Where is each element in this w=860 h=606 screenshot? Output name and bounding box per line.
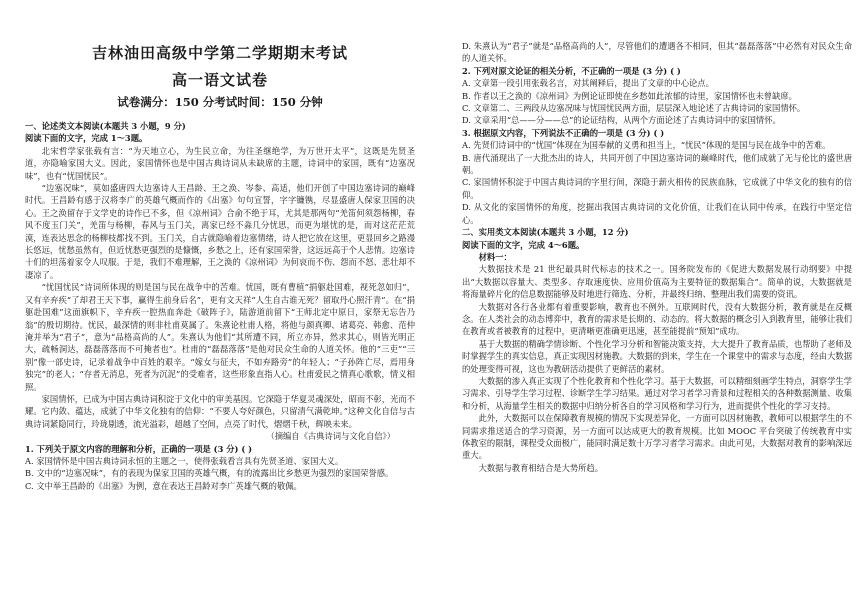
passage1-paragraph: “忧国忧民”诗词所体现的则是国与民在战争中的苦难。忧国，既有曹植“捐躯赴国难，视死忽如归”，又有辛弃疾“了却君王天下事，赢得生前身后名”，更有文天祥“人生自古谁无死？留取丹心照汗青”。在“捐躯赴国难”这面旗帜下，辛弃疾一腔热血奔赴《破阵子》，陆游道前留下“王师北定中原日，家祭无忘告乃翁”的殷切期待。忧民，最深情的则非杜甫莫属了。朱熹论杜甫人格，将他与颜真卿、诸葛亮、韩愈、范仲淹并举为“君子”，意为“品格高尚的人”。朱熹认为他们“其所遭不同，所立亦异，然求其心，则皆光明正大，疏畅洞达，磊磊落落而不可掩者也”。杜甫的“磊磊落落”是他对民众生命的人道关怀。他的“三吏”“三别”像一部史诗，记录着战争中百姓的艰辛。“嫁女与征夫，不如弃路旁”的年轻人；“子孙阵亡尽，焉用身独完”的老人；“存者无消息，死者为沉泥”的受难者，这些形象直指人心。杜甫爱民之情真心歌歌，情义相照。 [25,282,415,392]
exam-subtitle: 高一语文试卷 [171,71,268,89]
passage2-paragraph: 此外，大数据可以在保障教育规模的情况下实现差异化，一方面可以因材施教，教师可以根据学生的不同需求推送适合的学习资源，另一方面可以达成更大的教育规模。比如 MOOC 平台突破了传统教育中实体教室的限制，课程受众面极广，能同时满足数十万学习者学习需求。由此可见，大数据对教育的影响深远重大。 [462,413,852,461]
passage2-paragraph: 基于大数据的精确学情诊断、个性化学习分析和智能决策支持，大大提升了教育品质，也帮助了老师及时掌握学生的真实信息，真正实现因材施教。大数据的到来，学生在一个课堂中的需求与态度，经由大数据的处理变得可视，这也为教研活动提供了更鲜活的素材。 [462,338,852,374]
passage2-paragraph: 大数据与教育相结合是大势所趋。 [478,462,604,473]
question-2-option-b: B. 作者以王之涣的《凉州词》为例论证即使在乡愁如此浓郁的诗里，家国情怀也未曾缺席。 [462,90,797,101]
question-3-option-a: A. 先贤们诗词中的“忧国”体现在为国奉献的义勇和担当上，“忧民”体现的是国与民在战争中的苦难。 [462,140,831,151]
question-3-option-b: B. 唐代涌现出了一大批杰出的诗人，共同开创了中国边塞诗词的巅峰时代，他们成就了无与伦比的盛世唐朝。 [462,152,852,176]
section2-instruction: 阅读下面的文字，完成 4～6题。 [462,239,585,250]
right-column [462,40,852,474]
question-1-option-c: C. 文中举王昌龄的《出塞》为例，意在表达王昌龄对李广英雄气概的敬佩。 [25,480,302,491]
passage1-paragraph: “边塞况味”，莫如盛唐四大边塞诗人王昌龄、王之涣、岑参、高适，他们开创了中国边塞诗词的巅峰时代。王昌龄有感于汉将李广的英雄气概而作的《出塞》句句宣誓，字字镰镌，尽显盛唐人保家卫国的决心。王之涣留存于文学史的诗作已不多，但《凉州词》合俞不绝于耳，尤其是那两句“羌笛何须怨杨柳，春风不度玉门关”，羌笛与杨柳，春风与玉门关，离家已经不淼几分忧思，而更为堪忧的是，而对这茫茫荒漠，连表达思念的杨柳枝都找不到。玉门关，自古就隐喻着边塞情绪，诗人把它放在这里，更显回乡之路漫长悠远，忧愁虽然有，但近忧愁更强烈的是慷慨，乡愁之上，还有家国荣誉，这远远高于个人悲情。边塞诗十们的坦荡着家令人叹服。于是，我们不难理解，王之涣的《凉州词》为何哀而不伤、怨而不怒、悲壮却不凄凉了。 [25,183,415,280]
question-1: 1. 下列关于原文内容的理解和分析，正确的一项是 (3 分) ( ) [25,443,253,454]
passage2-paragraph: 大数据对各行各业都有着重要影响，教育也不例外。互联网时代，没有大数据分析，教育就是在反概念。在人类社会的动态博弈中，教育的需求是长期的、动态的。将大数据的概念引入到教育里，能够让我们在教育或者被教育的过程中，更清晰更准确更迅速，甚至能提前“预知”成功。 [462,301,852,337]
section1-instruction: 阅读下面的文字，完成 1～3题。 [25,133,148,144]
section2-title: 二、实用类文本阅读(本题共 3 小题，12 分) [462,227,629,238]
question-2-option-a: A. 文章第一段引用张载名言，对其阐释后，提出了文章的中心论点。 [462,78,714,89]
left-column [25,42,415,492]
score-line: 试卷满分：150 分考试时间：150 分钟 [117,95,323,109]
question-1-option-b: B. 文中的“边塞况味”，有的表现为保家卫国的英雄气概，有的流露出比乡愁更为强烈的家国荣誉感。 [25,468,394,479]
passage2-paragraph: 大数据的渗入真正实现了个性化教育和个性化学习。基于大数据，可以精细刻画学生特点，洞察学生学习需求、引导学生学习过程、诊断学生学习结果。通过对学习者学习背景和过程相关的各种数据测量、收集和分析，从海量学生相关的数据中归纳分析各自的学习风格和学习行为，进而提供个性化的学习支持。 [462,375,852,411]
question-1-option-d: D. 朱熹认为“君子”就是“品格高尚的人”，尽管他们的遭遇各不相同，但其“磊磊落落”中必然有对民众生命的人道关怀。 [462,41,852,64]
question-3: 3. 根据原文内容，下列说法不正确的一项是 (3 分) ( ) [462,127,665,138]
exam-title: 吉林油田高级中学第二学期期末考试 [91,44,348,62]
question-3-option-d: D. 从文化的家国情怀的角度，挖掘出我国古典诗词的文化价值，让我们在认同中传承，在践行中坚定信心。 [462,202,852,225]
passage1-source: （摘编自《古典诗词与文化自信》） [266,431,395,442]
section1-title: 一、论述类文本阅读(本题共 3 小题，9 分) [25,121,186,131]
passage1-paragraph: 北宋哲学家张载有言：“为天地立心，为生民立命，为往圣继绝学，为万世开太平”，这既是先贤圣道，亦隐喻家国大义。因此，家国情怀也是中国古典诗词从未缺席的主题，诗词中的家国，既有“边塞况味”，也有“忧国忧民”。 [25,145,415,181]
material-label: 材料一： [478,251,512,262]
question-2-option-d: D. 文章采用“总——分——总”的论证结构，从两个方面论述了古典诗词中的家国情怀。 [462,115,781,126]
question-2-option-c: C. 文章第二、三两段从边塞况味与忧国忧民两方面，层层深入地论述了古典诗词的家国情怀。 [462,103,806,114]
question-2: 2. 下列对原文论证的相关分析，不正确的一项是 (3 分) ( ) [462,65,681,76]
passage1-paragraph: 家国情怀，已成为中国古典诗词积淀于文化中的审美基因。它深隐于华夏灵魂深处，昭而不彰，光而不耀。它内敛、蕴达，成就了中华文化独有的信仰：“不要人夸好颜色，只留清气满乾坤。”这种文化自信与古典诗词紧隐同行，玲珑剔透，流光溢彩，超越了空间，点亮了时代，熠熠千秋，辉映未来。 [25,393,415,429]
question-3-option-c: C. 家国情怀积淀于中国古典诗词的字里行间，深隐于薪火相传的民族血脉，它成就了中华文化的独有的信仰。 [462,177,852,200]
question-1-option-a: A. 家国情怀是中国古典诗词永恒的主题之一，使得张载看言具有先贤圣道、家国大义。 [25,455,344,466]
passage2-paragraph: 大数据技术是 21 世纪最具时代标志的技术之一。国务院发布的《促进大数据发展行动纲要》中提出“大数据以容量大、类型多、存取速度快、应用价值高为主要特征的数据集合”。简单的说，大数据就是将海量碎片化的信息数据能够及时地进行筛选、分析，并最终归纳、整理出我们需要的资讯。 [462,264,852,300]
